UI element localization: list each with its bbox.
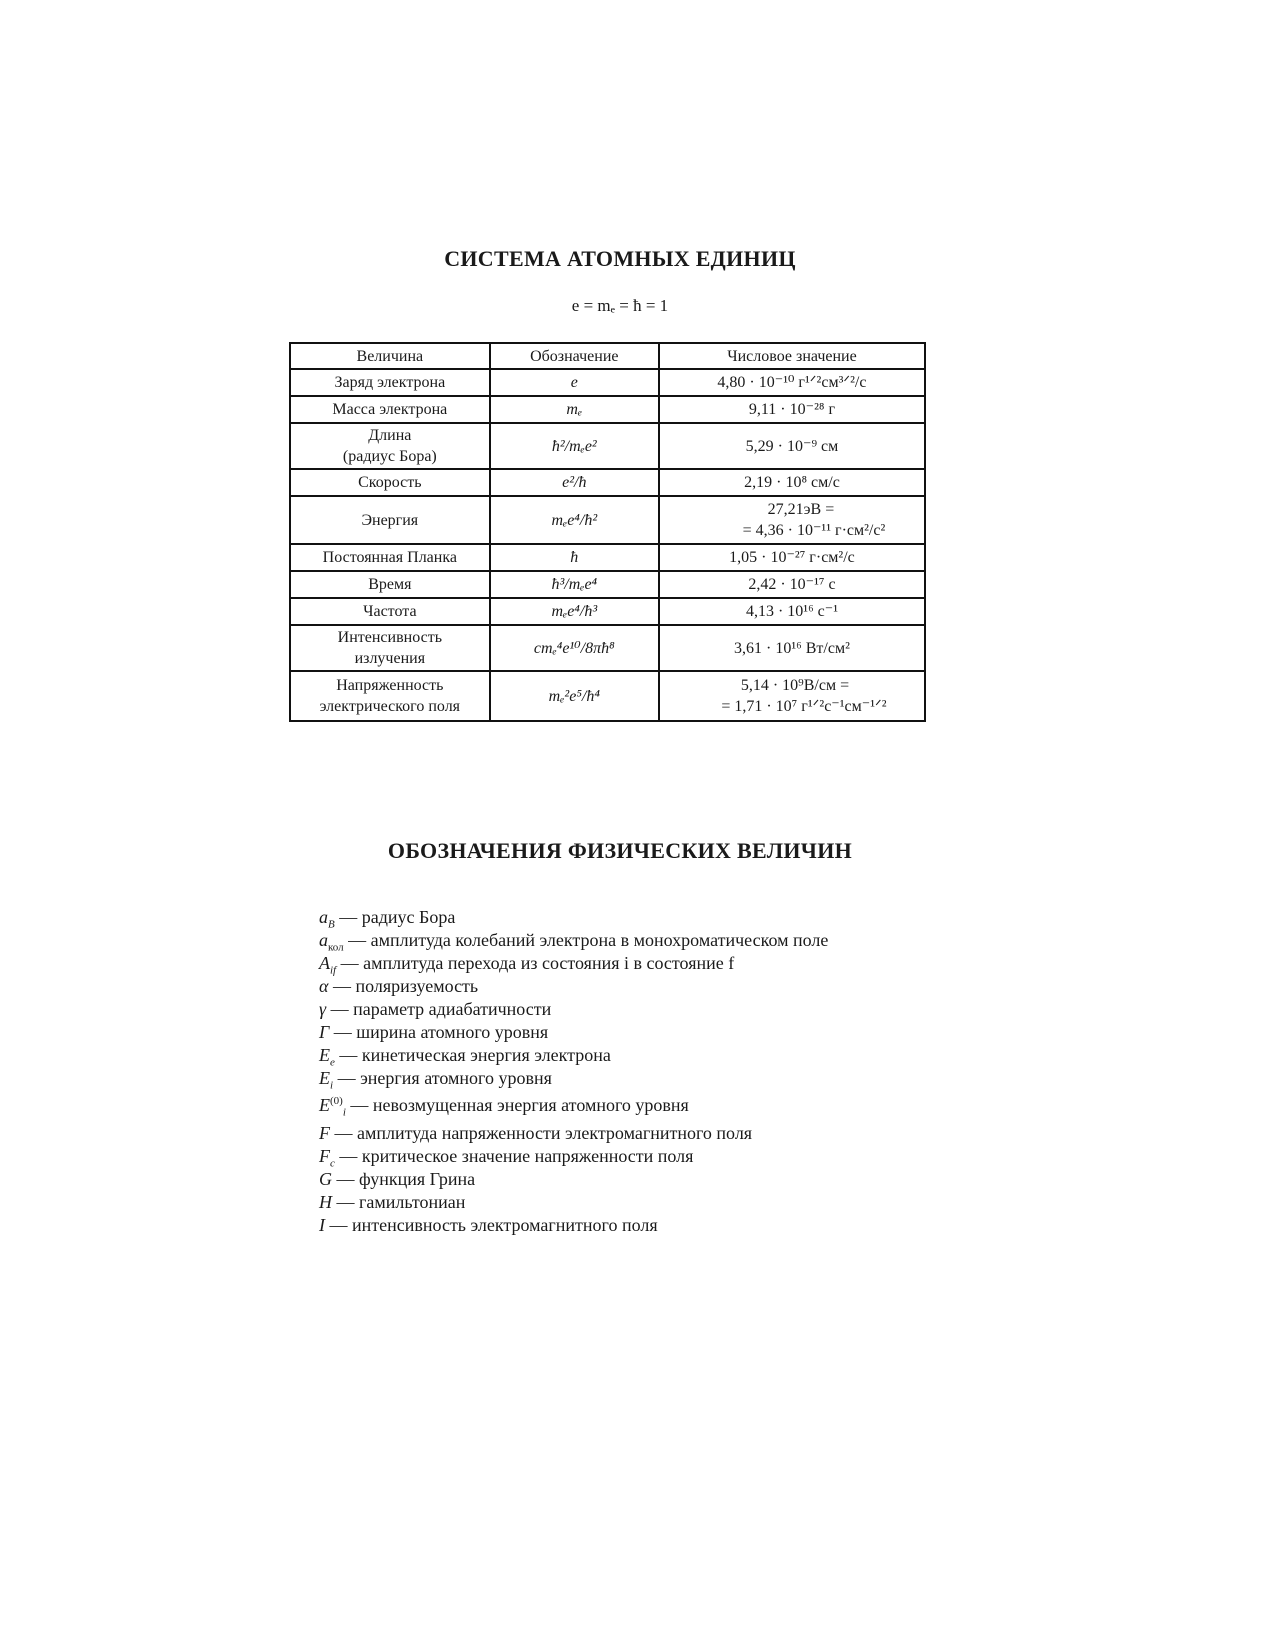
- notation-description: — функция Грина: [332, 1169, 476, 1189]
- table-row: [290, 671, 925, 721]
- notation-symbol: $A_{if}$: [319, 953, 337, 977]
- notation-item: [319, 1168, 828, 1191]
- table-row: [290, 423, 925, 469]
- table-row: [290, 571, 925, 598]
- notation-description: — гамильтониан: [332, 1192, 466, 1212]
- cell-quantity-line1: Напряженность: [336, 677, 444, 694]
- cell-symbol: cmₑ⁴e¹⁰/8πħ⁸: [490, 625, 659, 671]
- notation-item: [319, 975, 828, 998]
- cell-value: 2,42 · 10⁻¹⁷ с: [659, 571, 925, 598]
- cell-quantity: Время: [290, 571, 490, 598]
- cell-symbol: ħ²/mₑe²: [490, 423, 659, 469]
- cell-quantity: [290, 671, 490, 721]
- notation-symbol: γ: [319, 999, 327, 1019]
- cell-value-line2: = 1,71 · 10⁷ г¹ᐟ²с⁻¹см⁻¹ᐟ²: [721, 698, 887, 715]
- notation-symbol: α: [319, 976, 329, 996]
- notation-item: [319, 1090, 828, 1122]
- notation-symbol: Γ: [319, 1022, 330, 1042]
- cell-symbol: e²/ħ: [490, 469, 659, 496]
- cell-quantity: Скорость: [290, 469, 490, 496]
- notation-item: [319, 1145, 828, 1168]
- notation-item: [319, 1122, 828, 1145]
- notation-symbol: $a_B$: [319, 907, 335, 931]
- table-row: [290, 469, 925, 496]
- page-title-notation: ОБОЗНАЧЕНИЯ ФИЗИЧЕСКИХ ВЕЛИЧИН: [387, 838, 853, 863]
- notation-item: [319, 929, 828, 952]
- table-row: [290, 625, 925, 671]
- cell-quantity-line2: излучения: [354, 650, 426, 667]
- cell-value-line1: 27,21эВ =: [767, 501, 835, 518]
- notation-description: — параметр адиабатичности: [326, 999, 552, 1019]
- cell-quantity: Масса электрона: [290, 396, 490, 423]
- notation-item: [319, 1191, 828, 1214]
- notation-description: — кинетическая энергия электрона: [334, 1045, 611, 1065]
- cell-quantity-line2: (радиус Бора): [342, 448, 437, 465]
- notation-symbol: $E^{(0)}_i$: [319, 1095, 346, 1119]
- cell-quantity-line1: Интенсивность: [337, 629, 442, 646]
- notation-item: [319, 1067, 828, 1090]
- header-value: Числовое значение: [659, 343, 925, 369]
- cell-value: 3,61 · 10¹⁶ Вт/см²: [659, 625, 925, 671]
- header-symbol: Обозначение: [490, 343, 659, 369]
- cell-value: 4,80 · 10⁻¹⁰ г¹ᐟ²см³ᐟ²/с: [659, 369, 925, 396]
- notation-description: — интенсивность электромагнитного поля: [325, 1215, 658, 1235]
- cell-quantity: Заряд электрона: [290, 369, 490, 396]
- cell-symbol: mₑ: [490, 396, 659, 423]
- cell-quantity: Частота: [290, 598, 490, 625]
- cell-symbol: mₑe⁴/ħ²: [490, 496, 659, 544]
- table-row: [290, 396, 925, 423]
- cell-value: 5,29 · 10⁻⁹ см: [659, 423, 925, 469]
- notation-item: [319, 1021, 828, 1044]
- cell-symbol: ħ: [490, 544, 659, 571]
- table-row: [290, 496, 925, 544]
- cell-quantity: [290, 625, 490, 671]
- cell-quantity: Постоянная Планка: [290, 544, 490, 571]
- cell-quantity: [290, 423, 490, 469]
- notation-symbol: H: [319, 1192, 332, 1212]
- cell-value: 9,11 · 10⁻²⁸ г: [659, 396, 925, 423]
- cell-quantity-line2: электрического поля: [319, 698, 461, 715]
- notation-description: — амплитуда колебаний электрона в монохроматическом поле: [343, 930, 829, 950]
- cell-value: 2,19 · 10⁸ см/с: [659, 469, 925, 496]
- cell-value-line1: 5,14 · 10⁹В/см =: [740, 677, 850, 694]
- notation-description: — ширина атомного уровня: [329, 1022, 549, 1042]
- notation-item: [319, 952, 828, 975]
- notation-description: — амплитуда напряженности электромагнитного поля: [330, 1123, 753, 1143]
- page-title-atomic-units: СИСТЕМА АТОМНЫХ ЕДИНИЦ: [444, 246, 796, 271]
- notation-description: — поляризуемость: [328, 976, 479, 996]
- notation-symbol: F: [319, 1123, 330, 1143]
- notation-item: [319, 998, 828, 1021]
- cell-symbol: e: [490, 369, 659, 396]
- table-header-row: [290, 343, 925, 369]
- cell-symbol: mₑ²e⁵/ħ⁴: [490, 671, 659, 721]
- notation-description: — критическое значение напряженности поля: [334, 1146, 694, 1166]
- notation-description: — невозмущенная энергия атомного уровня: [345, 1095, 689, 1115]
- header-quantity: Величина: [290, 343, 490, 369]
- cell-symbol: mₑe⁴/ħ³: [490, 598, 659, 625]
- cell-value: 4,13 · 10¹⁶ с⁻¹: [659, 598, 925, 625]
- cell-quantity-line1: Длина: [368, 427, 412, 444]
- atomic-units-formula: e = mₑ = ħ = 1: [571, 296, 669, 315]
- cell-value: [659, 671, 925, 721]
- table-row: [290, 544, 925, 571]
- notation-item: [319, 1044, 828, 1067]
- notation-symbol: $a_{кол}$: [319, 930, 344, 954]
- cell-quantity: Энергия: [290, 496, 490, 544]
- cell-symbol: ħ³/mₑe⁴: [490, 571, 659, 598]
- cell-value: [659, 496, 925, 544]
- notation-symbol: G: [319, 1169, 332, 1189]
- notation-description: — энергия атомного уровня: [333, 1068, 552, 1088]
- notation-description: — амплитуда перехода из состояния i в состояние f: [336, 953, 735, 973]
- cell-value-line2: = 4,36 · 10⁻¹¹ г·см²/с²: [742, 522, 886, 539]
- notation-item: [319, 906, 828, 929]
- notation-list: [319, 906, 828, 1237]
- table-row: [290, 598, 925, 625]
- notation-symbol: $E_e$: [319, 1045, 335, 1069]
- atomic-units-table: [289, 342, 926, 722]
- table-row: [290, 369, 925, 396]
- notation-symbol: I: [319, 1215, 325, 1235]
- notation-item: [319, 1214, 828, 1237]
- notation-description: — радиус Бора: [334, 907, 456, 927]
- notation-symbol: $E_i$: [319, 1068, 334, 1092]
- notation-symbol: $F_c$: [319, 1146, 335, 1170]
- cell-value: 1,05 · 10⁻²⁷ г·см²/с: [659, 544, 925, 571]
